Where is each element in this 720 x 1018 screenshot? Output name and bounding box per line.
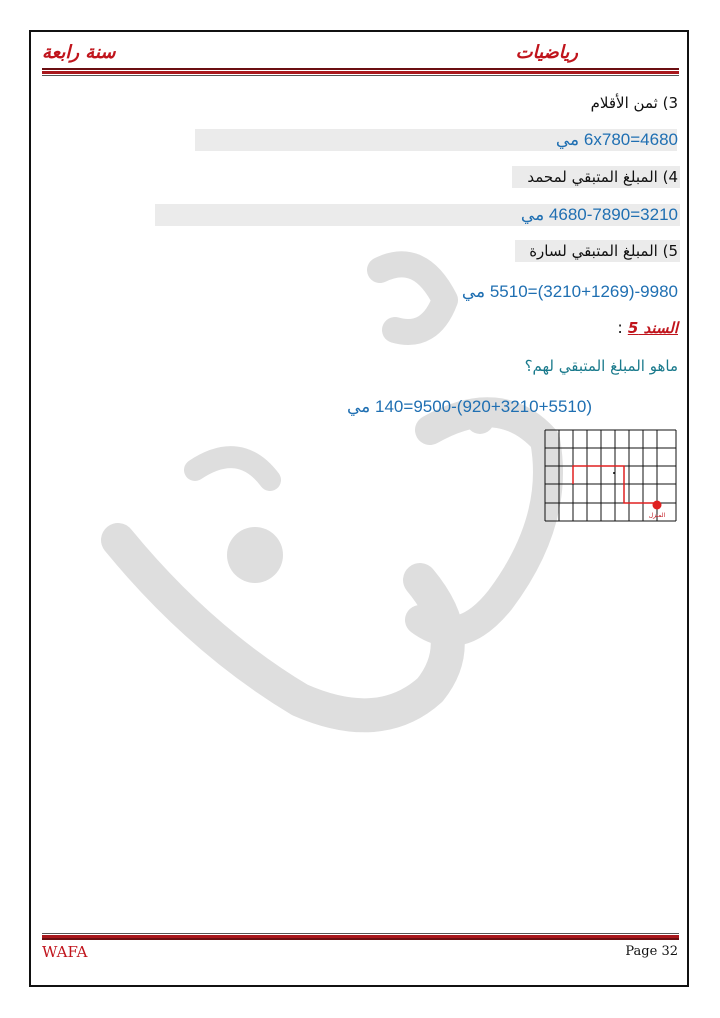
footer-rule	[42, 932, 679, 940]
final-answer	[347, 397, 592, 417]
answer-5-unit: مي	[461, 282, 486, 301]
question-text: ماهو المبلغ المتبقي لهم؟	[524, 357, 678, 375]
item-5-number: 5)	[662, 242, 678, 260]
item-3-text: ثمن الأقلام	[590, 94, 658, 112]
item-4	[527, 168, 678, 186]
answer-4	[521, 205, 678, 225]
item-4-text: المبلغ المتبقي لمحمد	[527, 168, 658, 186]
item-5	[529, 242, 678, 260]
path-grid	[544, 429, 679, 524]
sanad-colon: :	[617, 318, 623, 337]
item-3	[591, 94, 678, 112]
page-number: Page 32	[625, 944, 678, 959]
home-label: المنزل	[648, 512, 666, 519]
sanad-label: السند 5	[627, 319, 678, 337]
answer-4-expr: 3210=4680-7890	[548, 205, 678, 224]
header-level: سنة رابعة	[42, 42, 116, 63]
item-5-text: المبلغ المتبقي لسارة	[529, 242, 658, 260]
answer-5	[462, 282, 678, 302]
item-3-number: 3)	[662, 94, 678, 112]
answer-5-expr: 9980-(3210+1269)=5510	[489, 282, 678, 301]
answer-4-unit: مي	[520, 205, 545, 224]
item-4-number: 4)	[662, 168, 678, 186]
footer-author: WAFA	[42, 943, 88, 961]
final-answer-unit: مي	[346, 397, 371, 416]
final-answer-expr: (920+3210+5510)-9500=140	[375, 397, 592, 416]
header-subject: رياضيات	[515, 42, 578, 63]
answer-3	[556, 130, 678, 150]
answer-3-unit: مي	[555, 130, 580, 149]
sanad-heading	[617, 318, 678, 337]
home-marker	[653, 501, 662, 510]
header-rule	[42, 68, 679, 76]
answer-3-expr: 4680=6x780	[583, 130, 678, 149]
